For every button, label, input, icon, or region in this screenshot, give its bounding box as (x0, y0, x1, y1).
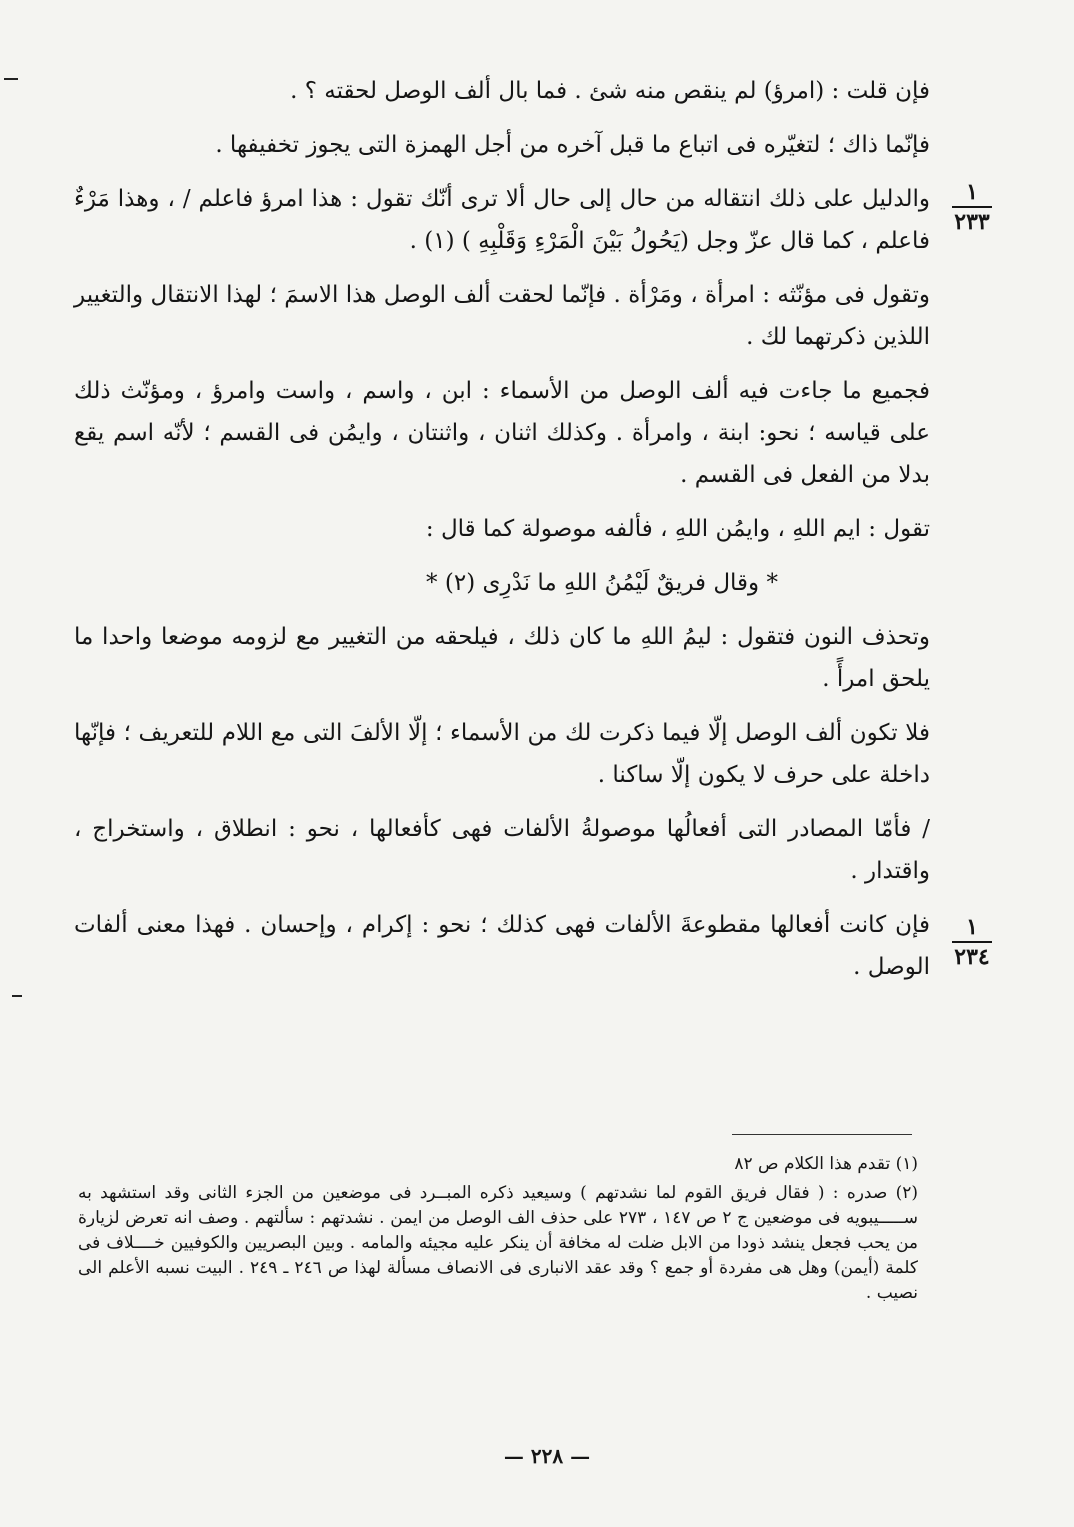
margin-ref-divider (952, 206, 992, 208)
paragraph: تقول : ايم اللهِ ، وايمُن اللهِ ، فألفه موصولة كما قال : (425, 516, 930, 542)
paragraph: فجميع ما جاءت فيه ألف الوصل من الأسماء : ابن ، واسم ، واست وامرؤ ، ومؤنّث ذلك على قياسه ؛ نحو: ابنة ، وامرأة . وكذلك اثنان ، واثنتان ، وايمُن فى القسم ؛ لأنّه اسم يقع بدلا من الفعل فى القسم . (74, 378, 930, 488)
margin-ref-bottom: ٢٣٣ (954, 209, 990, 235)
margin-reference (950, 180, 994, 234)
paragraph: والدليل على ذلك انتقاله من حال إلى حال ألا ترى أنّك تقول : هذا امرؤ فاعلم / ، وهذا مَرْءٌ فاعلم ، كما قال عزّ وجل (يَحُولُ بَيْنَ الْمَرْءِ وَقَلْبِهِ ) (١) . (74, 186, 930, 254)
page-number: — ٢٢٨ — (503, 1444, 591, 1468)
scan-edge-mark (12, 995, 22, 997)
footnote: (١) تقدم هذا الكلام ص ٨٢ (734, 1154, 918, 1174)
verse-line: * وقال فريقٌ لَيْمُنُ اللهِ ما نَدْرِى (٢) * (426, 570, 778, 596)
margin-ref-top: ١ (966, 914, 978, 940)
paragraph: فإن قلت : (امرؤ) لم ينقص منه شئ . فما بال ألف الوصل لحقته ؟ . (290, 78, 930, 104)
margin-ref-divider (952, 941, 992, 943)
main-text (74, 70, 930, 1000)
paragraph: وتقول فى مؤنّثه : امرأة ، ومَرْأة . فإنّما لحقت ألف الوصل هذا الاسمَ ؛ لهذا الانتقال والتغيير اللذين ذكرتهما لك . (74, 282, 930, 350)
scan-edge-mark (4, 78, 18, 80)
paragraph: فإن كانت أفعالها مقطوعةَ الألفات فهى كذلك ؛ نحو : إكرام ، وإحسان . فهذا معنى ألفات الوصل . (74, 912, 930, 980)
margin-ref-bottom: ٢٣٤ (954, 944, 990, 970)
paragraph: فلا تكون ألف الوصل إلّا فيما ذكرت لك من الأسماء ؛ إلّا الألفَ التى مع اللام للتعريف ؛ فإنّها داخلة على حرف لا يكون إلّا ساكنا . (74, 720, 930, 788)
footnote-separator (732, 1134, 912, 1135)
paragraph: / فأمّا المصادر التى أفعالُها موصولةُ الألفات فهى كأفعالها ، نحو : انطلاق ، واستخراج ، واقتدار . (74, 816, 930, 884)
paragraph: فإنّما ذاك ؛ لتغيّره فى اتباع ما قبل آخره من أجل الهمزة التى يجوز تخفيفها . (215, 132, 930, 158)
paragraph: وتحذف النون فتقول : ليمُ اللهِ ما كان ذلك ، فيلحقه من التغيير مع لزومه موضعا واحدا ما يلحق امرأً . (74, 624, 930, 692)
margin-ref-top: ١ (966, 179, 978, 205)
footnote: (٢) صدره : ( فقال فريق القوم لما نشدتهم ) وسيعيد ذكره المبــرد فى موضعين من الجزء الثانى وقد استشهد به ســـــيبويه فى موضعين ج ٢ ص ١٤٧ ، ٢٧٣ على حذف الف الوصل من ايمن . نشدتهم : سألتهم . وصف انه تعرض لزيارة من يحب فجعل ينشد ذودا من الابل ضلت له مخافة أن ينكر عليه مجيئه والمامه . وبين البصريين والكوفيين خــــلاف فى كلمة (أيمن) وهل هى مفردة أو جمع ؟ وقد عقد الانبارى فى الانصاف مسألة لهذا ص ٢٤٦ ـ ٢٤٩ . البيت نسبه الأعلم الى نصيب . (78, 1183, 918, 1303)
footnotes (78, 1152, 918, 1310)
margin-reference (950, 915, 994, 969)
